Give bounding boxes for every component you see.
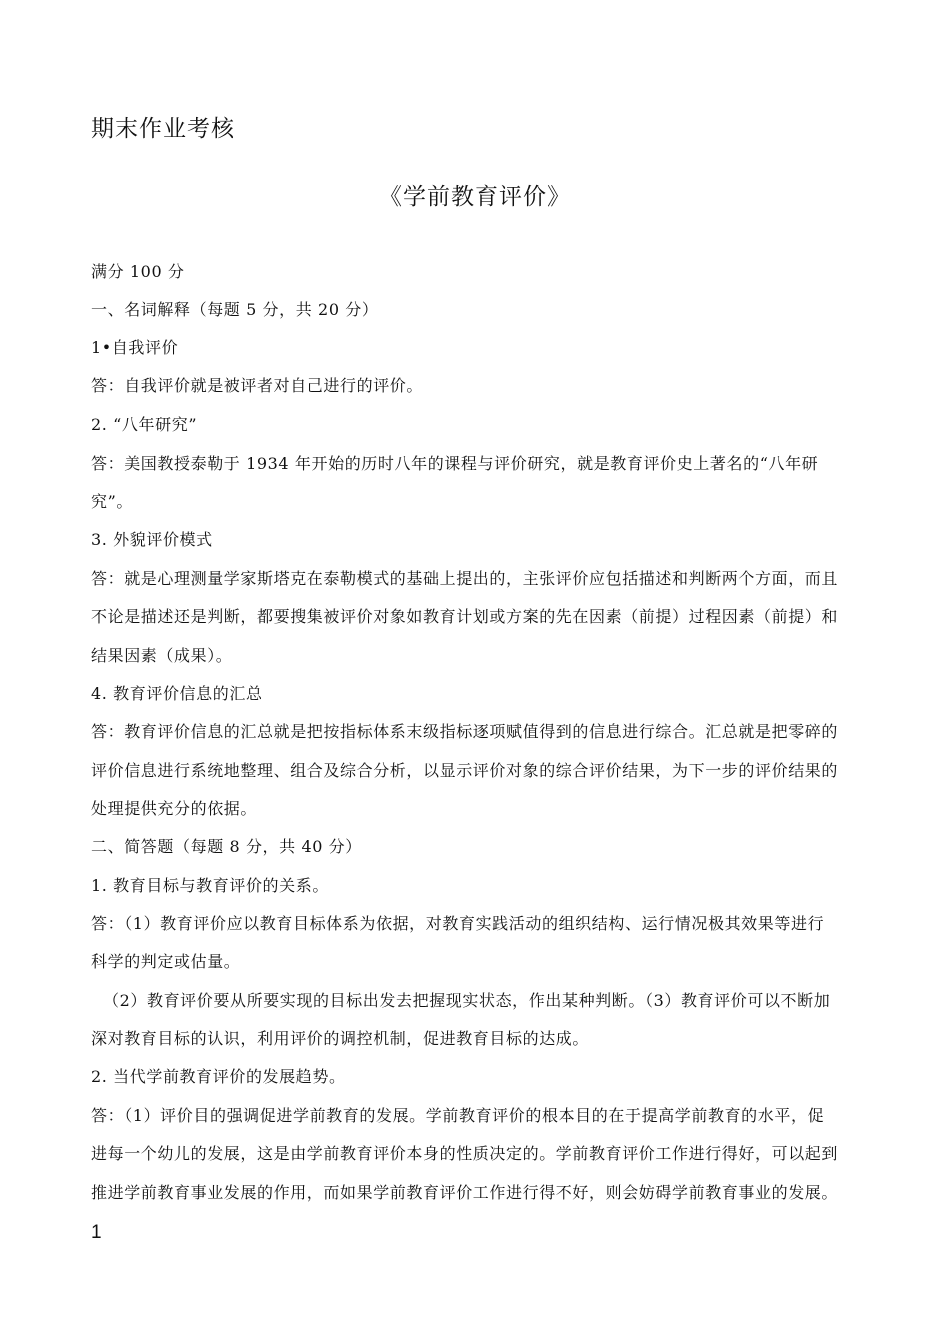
answer-line: 不论是描述还是判断，都要搜集被评价对象如教育计划或方案的先在因素（前提）过程因素（前提）和 xyxy=(91,607,839,626)
answer-line: 评价信息进行系统地整理、组合及综合分析，以显示评价对象的综合评价结果，为下一步的评价结果的 xyxy=(91,761,839,780)
answer-line: 推进学前教育事业发展的作用，而如果学前教育评价工作进行得不好，则会妨碍学前教育事业的发展。 xyxy=(91,1183,839,1202)
question-title: 1•自我评价 xyxy=(91,338,179,357)
question-title: 1. 教育目标与教育评价的关系。 xyxy=(91,876,329,895)
answer-line: （2）教育评价要从所要实现的目标出发去把握现实状态，作出某种判断。（3）教育评价可以不断加 xyxy=(103,991,831,1010)
answer-line: 结果因素（成果）。 xyxy=(91,646,233,665)
header-title: 期末作业考核 xyxy=(91,116,235,142)
section-heading: 一、名词解释（每题 5 分，共 20 分） xyxy=(91,300,379,319)
answer-line: 答：（1）教育评价应以教育目标体系为依据，对教育实践活动的组织结构、运行情况极其效果等进行 xyxy=(91,914,825,933)
question-title: 4. 教育评价信息的汇总 xyxy=(91,684,263,703)
total-score: 满分 100 分 xyxy=(91,262,185,281)
page-number: 1 xyxy=(91,1222,102,1243)
answer-line: 究”。 xyxy=(91,492,133,511)
document-title: 《学前教育评价》 xyxy=(379,184,571,210)
answer-line: 答：就是心理测量学家斯塔克在泰勒模式的基础上提出的，主张评价应包括描述和判断两个方面，而且 xyxy=(91,569,839,588)
question-title: 2. “八年研究” xyxy=(91,415,198,434)
answer-line: 答：自我评价就是被评者对自己进行的评价。 xyxy=(91,376,424,395)
answer-line: 处理提供充分的依据。 xyxy=(91,799,258,818)
question-title: 2. 当代学前教育评价的发展趋势。 xyxy=(91,1067,346,1086)
answer-line: 答：（1）评价目的强调促进学前教育的发展。学前教育评价的根本目的在于提高学前教育的水平，促 xyxy=(91,1106,825,1125)
answer-line: 进每一个幼儿的发展，这是由学前教育评价本身的性质决定的。学前教育评价工作进行得好，可以起到 xyxy=(91,1144,839,1163)
answer-line: 深对教育目标的认识，利用评价的调控机制，促进教育目标的达成。 xyxy=(91,1029,590,1048)
answer-line: 科学的判定或估量。 xyxy=(91,952,241,971)
section-heading: 二、简答题（每题 8 分，共 40 分） xyxy=(91,837,362,856)
question-title: 3. 外貌评价模式 xyxy=(91,530,213,549)
answer-line: 答：教育评价信息的汇总就是把按指标体系末级指标逐项赋值得到的信息进行综合。汇总就是把零碎的 xyxy=(91,722,839,741)
answer-line: 答：美国教授泰勒于 1934 年开始的历时八年的课程与评价研究，就是教育评价史上著名的“八年研 xyxy=(91,454,819,473)
